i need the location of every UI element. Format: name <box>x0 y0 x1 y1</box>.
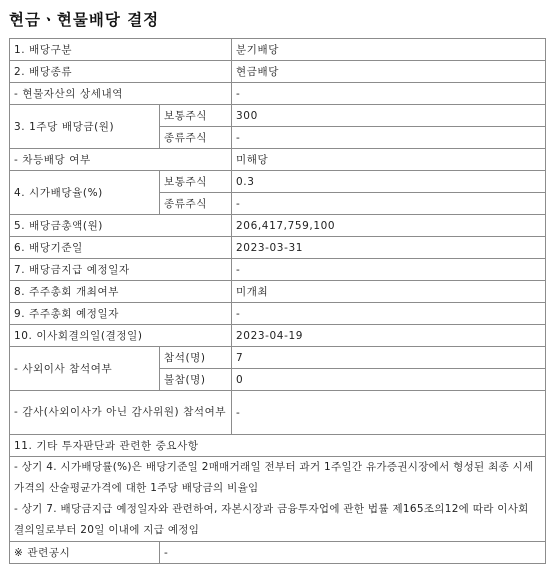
row-value: 현금배당 <box>232 61 546 83</box>
row-label: - 감사(사외이사가 아닌 감사위원) 참석여부 <box>10 391 232 435</box>
row-value: 0 <box>232 369 546 391</box>
row-label: ※ 관련공시 <box>10 542 160 564</box>
row-label: - 현물자산의 상세내역 <box>10 83 232 105</box>
table-row <box>10 171 546 193</box>
row-value: 7 <box>232 347 546 369</box>
row-value: 0.3 <box>232 171 546 193</box>
table-row <box>10 391 546 435</box>
row-label: 6. 배당기준일 <box>10 237 232 259</box>
table-row <box>10 39 546 61</box>
row-label: 5. 배당금총액(원) <box>10 215 232 237</box>
row-label: 2. 배당종류 <box>10 61 232 83</box>
row-value: - <box>232 83 546 105</box>
sub-label: 보통주식 <box>160 171 232 193</box>
row-value: 미개최 <box>232 281 546 303</box>
row-label: 1. 배당구분 <box>10 39 232 61</box>
row-value: 2023-04-19 <box>232 325 546 347</box>
sub-label: 보통주식 <box>160 105 232 127</box>
row-value: 분기배당 <box>232 39 546 61</box>
table-row <box>10 83 546 105</box>
row-value: 206,417,759,100 <box>232 215 546 237</box>
row-label: 8. 주주총회 개최여부 <box>10 281 232 303</box>
row-value: - <box>232 193 546 215</box>
table-row <box>10 105 546 127</box>
row-value: - <box>232 303 546 325</box>
table-row <box>10 281 546 303</box>
table-row <box>10 435 546 457</box>
section-heading: 11. 기타 투자판단과 관련한 중요사항 <box>10 435 546 457</box>
row-value: - <box>232 127 546 149</box>
related-disclosure-value: - <box>160 542 546 564</box>
row-label: 4. 시가배당율(%) <box>10 171 160 215</box>
row-label: 3. 1주당 배당금(원) <box>10 105 160 149</box>
table-row <box>10 237 546 259</box>
row-value: - <box>232 259 546 281</box>
table-row <box>10 259 546 281</box>
row-label: 7. 배당금지급 예정일자 <box>10 259 232 281</box>
notes-text: - 상기 4. 시가배당률(%)은 배당기준일 2매매거래일 전부터 과거 1주일간 유가증권시장에서 형성된 최종 시세가격의 산술평균가격에 대한 1주당 배당금의 비율임 - 상기 7. 배당금지급 예정일자와 관련하여, 자본시장과 금융투자업에 관한 법률 제165조의12에 따라 이사회 결의일로부터 20일 이내에 지급 예정임 <box>10 457 546 542</box>
sub-label: 종류주식 <box>160 127 232 149</box>
table-row <box>10 457 546 542</box>
table-row <box>10 325 546 347</box>
row-label: - 차등배당 여부 <box>10 149 232 171</box>
row-value: - <box>232 391 546 435</box>
dividend-decision-table <box>9 38 546 564</box>
table-row <box>10 215 546 237</box>
sub-label: 종류주식 <box>160 193 232 215</box>
sub-label: 불참(명) <box>160 369 232 391</box>
table-row <box>10 149 546 171</box>
table-row <box>10 303 546 325</box>
row-label: 9. 주주총회 예정일자 <box>10 303 232 325</box>
table-row <box>10 542 546 564</box>
table-row <box>10 61 546 83</box>
row-value: 300 <box>232 105 546 127</box>
page-title: 현금ㆍ현물배당 결정 <box>9 11 160 29</box>
sub-label: 참석(명) <box>160 347 232 369</box>
table-row <box>10 347 546 369</box>
row-label: 10. 이사회결의일(결정일) <box>10 325 232 347</box>
row-label: - 사외이사 참석여부 <box>10 347 160 391</box>
row-value: 미해당 <box>232 149 546 171</box>
row-value: 2023-03-31 <box>232 237 546 259</box>
